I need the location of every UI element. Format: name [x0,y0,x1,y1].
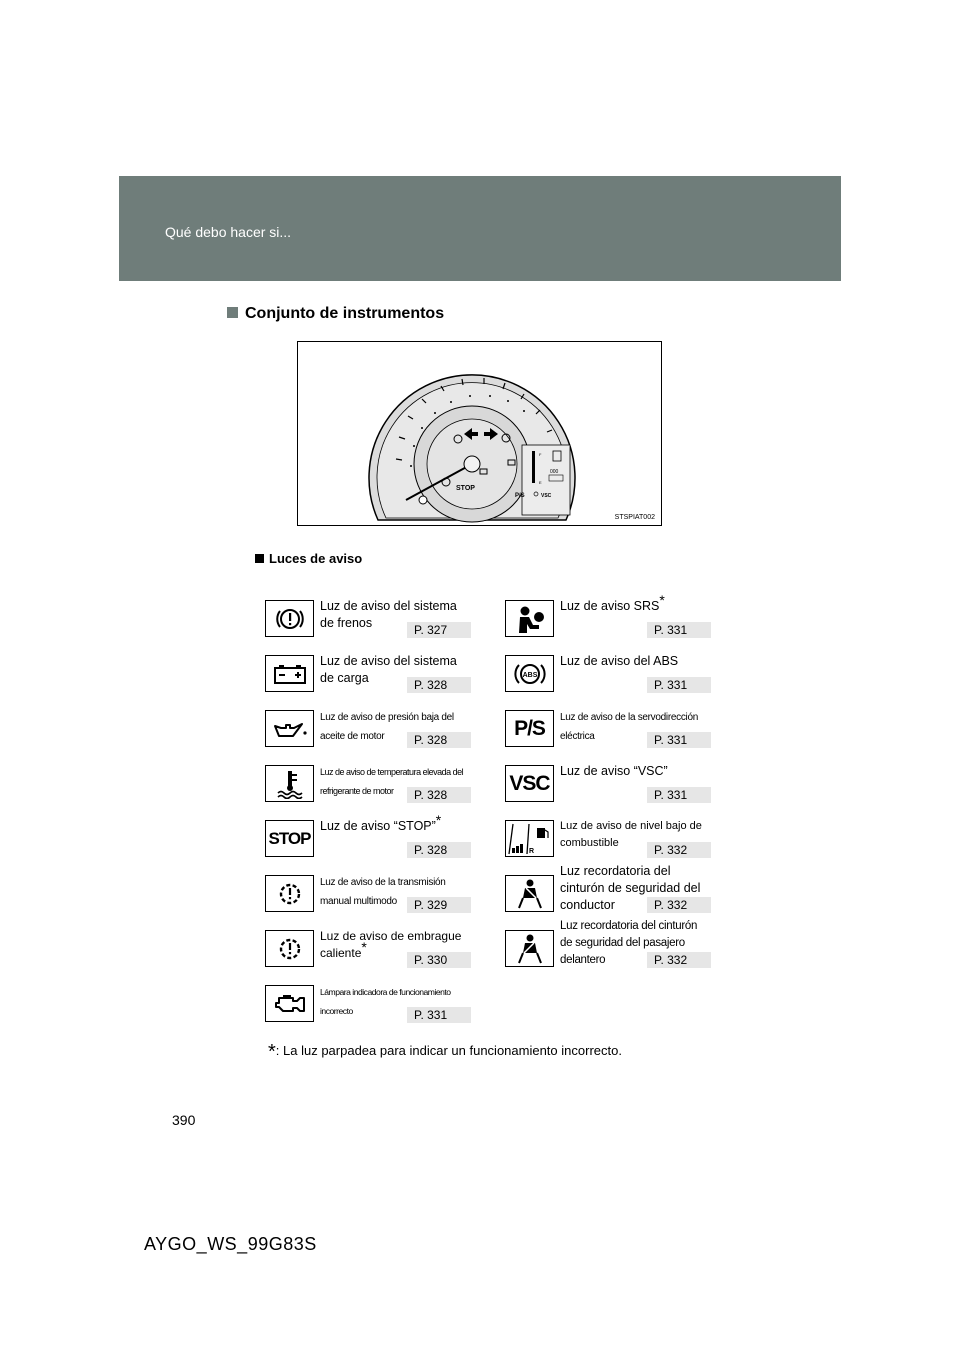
fuel-icon-letter: R [528,847,534,855]
label-asterisk: * [659,591,665,608]
label-asterisk: * [435,811,442,828]
warning-label: Luz de aviso “STOP”* [320,811,442,833]
battery-charge-icon [265,655,314,692]
instrument-cluster-illustration [298,342,662,526]
check-engine-icon [265,985,314,1022]
brake-warning-icon [265,600,314,637]
subsection-bullet [255,554,264,563]
low-fuel-icon [505,820,554,857]
subsection-title [255,551,362,566]
cluster-vsc-text: VSC [541,493,552,499]
warning-entry-power-steering [505,708,711,752]
fuel-empty-letter: E [539,480,542,485]
oil-pressure-icon [265,710,314,747]
page-reference: P. 328 [407,677,471,693]
page-header [119,176,841,281]
warning-label: Luz de aviso SRS* [560,591,665,613]
warning-label: Luz de aviso de la servodirección eléctrica [560,712,698,742]
driver-seatbelt-icon [505,875,554,912]
page-reference: P. 332 [647,952,711,968]
footnote-asterisk: * [268,1041,276,1063]
page-reference: P. 331 [647,787,711,803]
page-reference: P. 331 [647,677,711,693]
instrument-cluster-figure [297,341,662,526]
page-number: 390 [172,1112,196,1128]
passenger-seatbelt-icon [505,930,554,967]
warning-entry-clutch [265,928,471,972]
warning-entry-transmission [265,873,471,917]
cluster-stop-text: STOP [456,485,475,492]
warning-label: Luz de aviso de nivel bajo de combustible [560,820,702,849]
warning-label: Luz de aviso del sistema de frenos [320,599,457,630]
warning-label: Lámpara indicadora de funcionamiento incorrecto [320,987,451,1016]
page-reference: P. 330 [407,952,471,968]
warning-entry-coolant [265,763,471,807]
page-reference: P. 332 [647,842,711,858]
warning-label: Luz de aviso de la transmisión manual multimodo [320,877,446,907]
power-steering-icon: P/S [505,710,554,747]
figure-code: STSPIAT002 [614,514,655,521]
label-asterisk: * [361,939,367,955]
abs-icon-text: ABS [522,671,537,679]
page-reference: P. 331 [647,732,711,748]
warning-entry-stop [265,811,471,862]
srs-airbag-icon [505,600,554,637]
transmission-warning-icon [265,875,314,912]
warning-label: Luz recordatoria del cinturón de seguridad del pasajero delantero [560,920,698,966]
warning-label: Luz de aviso del ABS [560,654,679,668]
document-code: AYGO_WS_99G83S [144,1234,317,1254]
fuel-full-letter: F [539,452,542,457]
warning-entry-check-engine [265,983,471,1027]
warning-label: Luz de aviso de presión baja del aceite de motor [320,712,454,742]
page-reference: P. 328 [407,732,471,748]
stop-icon: STOP [265,820,314,857]
warning-label: Luz de aviso de temperatura elevada del refrigerante de motor [320,767,464,796]
warning-label: Luz recordatoria del cinturón de seguridad del conductor [560,864,701,912]
section-title-text: Conjunto de instrumentos [245,305,445,322]
page-reference: P. 329 [407,897,471,913]
page-reference: P. 328 [407,842,471,858]
warning-entry-oil [265,708,471,752]
warning-entry-brake [265,598,471,642]
page-reference: P. 332 [647,897,711,913]
coolant-temperature-icon [265,765,314,802]
warning-label: Luz de aviso “VSC” [560,764,668,778]
clutch-hot-icon [265,930,314,967]
warning-entry-charge [265,653,471,697]
abs-icon [505,655,554,692]
odometer-text: 000 [550,469,559,475]
warning-entry-srs [505,591,711,642]
cluster-ps-text: P/S [515,493,525,499]
warning-entry-abs [505,653,711,697]
vsc-icon: VSC [505,765,554,802]
page-reference: P. 331 [407,1007,471,1023]
footnote-text: : La luz parpadea para indicar un funcionamiento incorrecto. [275,1043,622,1058]
section-title [227,305,444,323]
subsection-title-text: Luces de aviso [269,551,363,566]
warning-entry-low-fuel [505,818,711,862]
warning-entry-vsc [505,763,711,807]
warning-label: Luz de aviso del sistema de carga [320,654,457,685]
page-reference: P. 328 [407,787,471,803]
footnote [268,1041,622,1064]
warning-label: Luz de aviso de embrague caliente* [320,929,462,960]
warning-entry-driver-seatbelt [505,864,711,917]
warning-entry-passenger-seatbelt [505,920,711,972]
section-bullet [227,307,238,318]
page-reference: P. 327 [407,622,471,638]
chapter-title: Qué debo hacer si... [165,224,292,240]
page-reference: P. 331 [647,622,711,638]
